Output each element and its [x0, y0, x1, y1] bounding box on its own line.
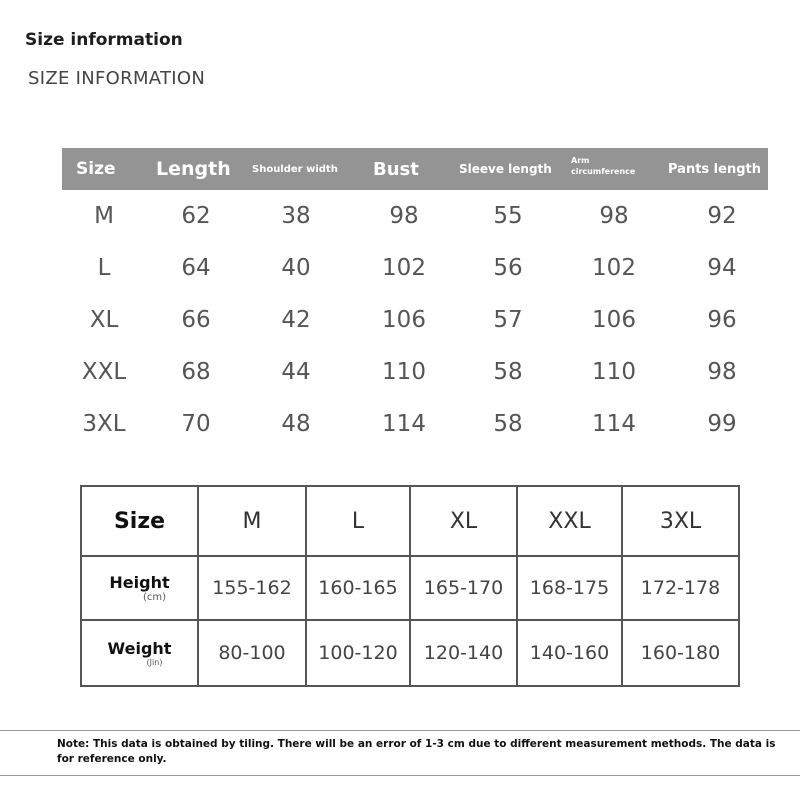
measurement-row	[62, 294, 768, 346]
header-bust: Bust	[373, 158, 419, 180]
size-cell: XXL	[517, 486, 622, 556]
size-label-cell	[81, 486, 198, 556]
measurement-cell: 55	[493, 203, 523, 229]
height-label-cell	[81, 556, 198, 620]
measurement-cell: 64	[181, 255, 211, 281]
section-title: Size information	[25, 30, 183, 50]
measurement-cell: 68	[181, 359, 211, 385]
measurement-cell: 106	[382, 307, 426, 333]
measurement-row	[62, 346, 768, 398]
measurement-header-row	[62, 148, 768, 190]
measurement-cell: 58	[493, 411, 523, 437]
disclaimer-note: Note: This data is obtained by tiling. There will be an error of 1-3 cm due to different measurement methods. The data is for reference only.	[57, 738, 776, 765]
weight-cell: 120-140	[410, 620, 517, 686]
measurement-cell: 48	[281, 411, 311, 437]
measurement-row	[62, 398, 768, 450]
measurement-cell: 98	[599, 203, 629, 229]
header-shoulder-width: Shoulder width	[252, 163, 338, 175]
header-circumference: circumference	[571, 167, 636, 176]
size-cell: XXL	[81, 359, 127, 385]
height-unit: (cm)	[142, 592, 167, 603]
measurement-cell: 110	[592, 359, 636, 385]
measurement-row	[62, 190, 768, 242]
measurement-cell: 70	[181, 411, 211, 437]
measurement-cell: 102	[592, 255, 636, 281]
header-pants-length: Pants length	[668, 161, 761, 177]
measurement-cell: 102	[382, 255, 426, 281]
measurement-cell: 40	[281, 255, 311, 281]
size-cell: M	[198, 486, 306, 556]
measurement-cell: 106	[592, 307, 636, 333]
size-cell: L	[306, 486, 410, 556]
measurement-cell: 99	[707, 411, 737, 437]
weight-label: Weight	[107, 639, 172, 658]
measurement-cell: 94	[707, 255, 737, 281]
weight-cell: 140-160	[517, 620, 622, 686]
measurement-cell: 42	[281, 307, 311, 333]
measurement-cell: 98	[389, 203, 419, 229]
header-length: Length	[156, 158, 231, 180]
header-arm: Arm	[571, 156, 590, 165]
weight-cell: 100-120	[306, 620, 410, 686]
weight-cell: 160-180	[622, 620, 739, 686]
measurement-cell: 96	[707, 307, 737, 333]
height-row	[81, 556, 739, 620]
measurement-body	[62, 190, 768, 450]
measurement-cell: 114	[592, 411, 636, 437]
measurement-cell: 114	[382, 411, 426, 437]
divider	[0, 730, 800, 731]
measurement-cell: 66	[181, 307, 211, 333]
measurement-cell: 62	[181, 203, 211, 229]
weight-row	[81, 620, 739, 686]
size-cell: 3XL	[622, 486, 739, 556]
header-size: Size	[76, 159, 116, 179]
measurement-table	[62, 148, 768, 450]
weight-unit: (Jin)	[146, 658, 163, 667]
measurement-cell: 58	[493, 359, 523, 385]
size-cell: XL	[410, 486, 517, 556]
weight-label-cell	[81, 620, 198, 686]
measurement-cell: 110	[382, 359, 426, 385]
divider	[0, 775, 800, 776]
weight-cell: 80-100	[198, 620, 306, 686]
size-guide-table	[80, 485, 740, 687]
height-label: Height	[109, 573, 170, 592]
size-row	[81, 486, 739, 556]
measurement-cell: 92	[707, 203, 737, 229]
height-cell: 165-170	[410, 556, 517, 620]
measurement-cell: 44	[281, 359, 311, 385]
size-cell: 3XL	[82, 411, 126, 437]
size-cell: M	[94, 203, 114, 229]
section-subtitle: SIZE INFORMATION	[28, 68, 206, 89]
measurement-cell: 98	[707, 359, 737, 385]
height-cell: 160-165	[306, 556, 410, 620]
height-cell: 155-162	[198, 556, 306, 620]
size-cell: L	[97, 255, 111, 281]
size-cell: XL	[89, 307, 119, 333]
header-sleeve-length: Sleeve length	[459, 162, 552, 176]
measurement-cell: 57	[493, 307, 523, 333]
measurement-cell: 38	[281, 203, 311, 229]
measurement-cell: 56	[493, 255, 523, 281]
height-cell: 168-175	[517, 556, 622, 620]
size-label: Size	[113, 508, 166, 534]
height-cell: 172-178	[622, 556, 739, 620]
measurement-row	[62, 242, 768, 294]
